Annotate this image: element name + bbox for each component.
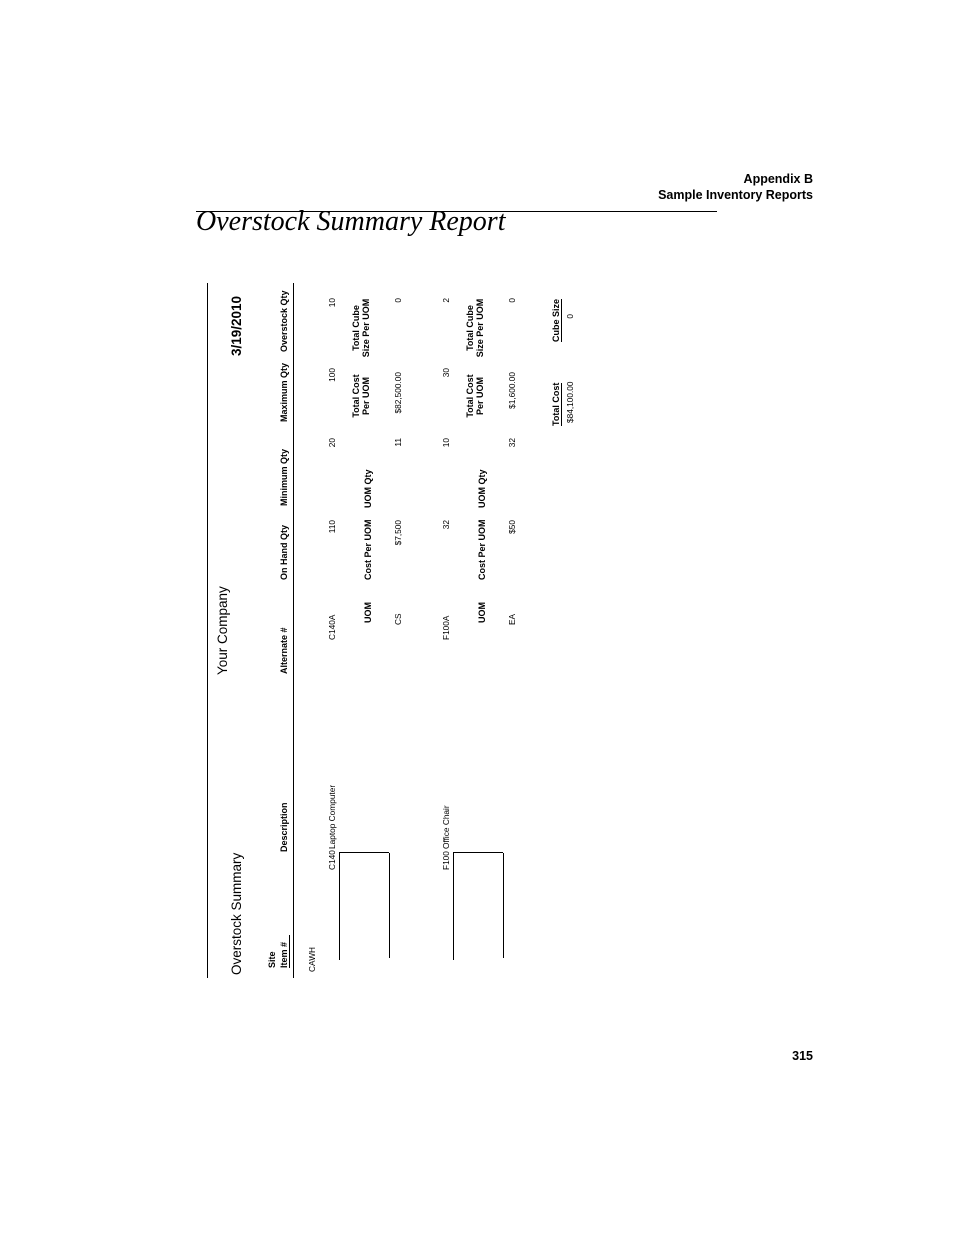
total-cube-header-line2: Size Per UOM [475, 298, 485, 358]
item-maximum: 30 [441, 368, 451, 378]
item-uom-qty: 11 [393, 438, 403, 447]
item-rule [453, 853, 454, 960]
uom-header: UOM [363, 602, 373, 623]
cube-size-value: 0 [565, 314, 575, 319]
page-title: Overstock Summary Report [196, 206, 506, 237]
uom-qty-header: UOM Qty [477, 469, 487, 508]
total-cost-header [351, 366, 371, 426]
rotated-report [207, 283, 575, 978]
item-total-cube: 0 [507, 298, 517, 303]
total-cost-header-line2: Per UOM [361, 377, 371, 416]
report-name: Overstock Summary [229, 852, 244, 975]
item-cost-per-uom: $7,500 [393, 520, 403, 546]
item-minimum: 20 [327, 438, 337, 448]
item-total-cost: $82,500.00 [393, 372, 403, 414]
item-subsection-bottom [389, 853, 390, 958]
item-cost-per-uom: $50 [507, 520, 517, 534]
minimum-header: Minimum Qty [279, 448, 289, 506]
total-cost-header-line2: Per UOM [475, 377, 485, 416]
item-alternate: C140A [327, 614, 337, 640]
company-name: Your Company [215, 586, 230, 675]
total-cost-header [465, 366, 485, 426]
appendix-label: Appendix B [743, 172, 813, 186]
item-subsection-rule [453, 852, 503, 853]
item-description: Office Chair [441, 805, 451, 849]
uom-header: UOM [477, 602, 487, 623]
item-id: F100 [441, 851, 451, 870]
total-cube-header-line1: Total Cube [351, 305, 361, 351]
report-date: 3/19/2010 [229, 295, 244, 356]
overstock-header: Overstock Qty [279, 290, 289, 352]
page-number: 315 [792, 1049, 813, 1063]
item-onhand: 32 [441, 520, 451, 530]
item-total-cost: $1,600.00 [507, 372, 517, 409]
cube-size-label: Cube Size [551, 298, 561, 342]
uom-qty-header: UOM Qty [363, 469, 373, 508]
item-rule [339, 853, 340, 960]
item-alternate: F100A [441, 615, 451, 640]
total-cube-header [351, 298, 371, 358]
item-total-cube: 0 [393, 298, 403, 303]
alternate-header: Alternate # [279, 627, 289, 674]
total-cost-label: Total Cost [551, 382, 561, 426]
item-overstock: 2 [441, 298, 451, 303]
description-header: Description [279, 802, 289, 852]
total-cube-header-line1: Total Cube [465, 305, 475, 351]
cost-per-uom-header: Cost Per UOM [363, 519, 373, 580]
total-cube-header-line2: Size Per UOM [361, 298, 371, 358]
item-uom-qty: 32 [507, 438, 517, 448]
onhand-header: On Hand Qty [279, 524, 289, 580]
total-cube-header [465, 298, 485, 358]
header-underline [293, 283, 294, 978]
item-uom: CS [393, 613, 403, 625]
total-cost-value: $84,100.00 [565, 381, 575, 423]
item-description: Laptop Computer [327, 784, 337, 849]
item-onhand: 110 [327, 520, 337, 534]
cost-per-uom-header: Cost Per UOM [477, 519, 487, 580]
report-top-rule [207, 283, 208, 978]
item-header: Item # [279, 935, 290, 968]
item-minimum: 10 [441, 438, 451, 448]
maximum-header: Maximum Qty [279, 362, 289, 422]
item-overstock: 10 [327, 298, 337, 308]
total-cost-header-line1: Total Cost [351, 374, 361, 418]
item-id: C140 [327, 850, 337, 870]
section-label: Sample Inventory Reports [658, 188, 813, 202]
item-subsection-rule [339, 852, 389, 853]
total-cost-header-line1: Total Cost [465, 374, 475, 418]
item-uom: EA [507, 613, 517, 625]
item-maximum: 100 [327, 368, 337, 382]
site-header: Site [267, 951, 277, 968]
item-subsection-bottom [503, 853, 504, 958]
site-value: CAWH [307, 946, 317, 972]
